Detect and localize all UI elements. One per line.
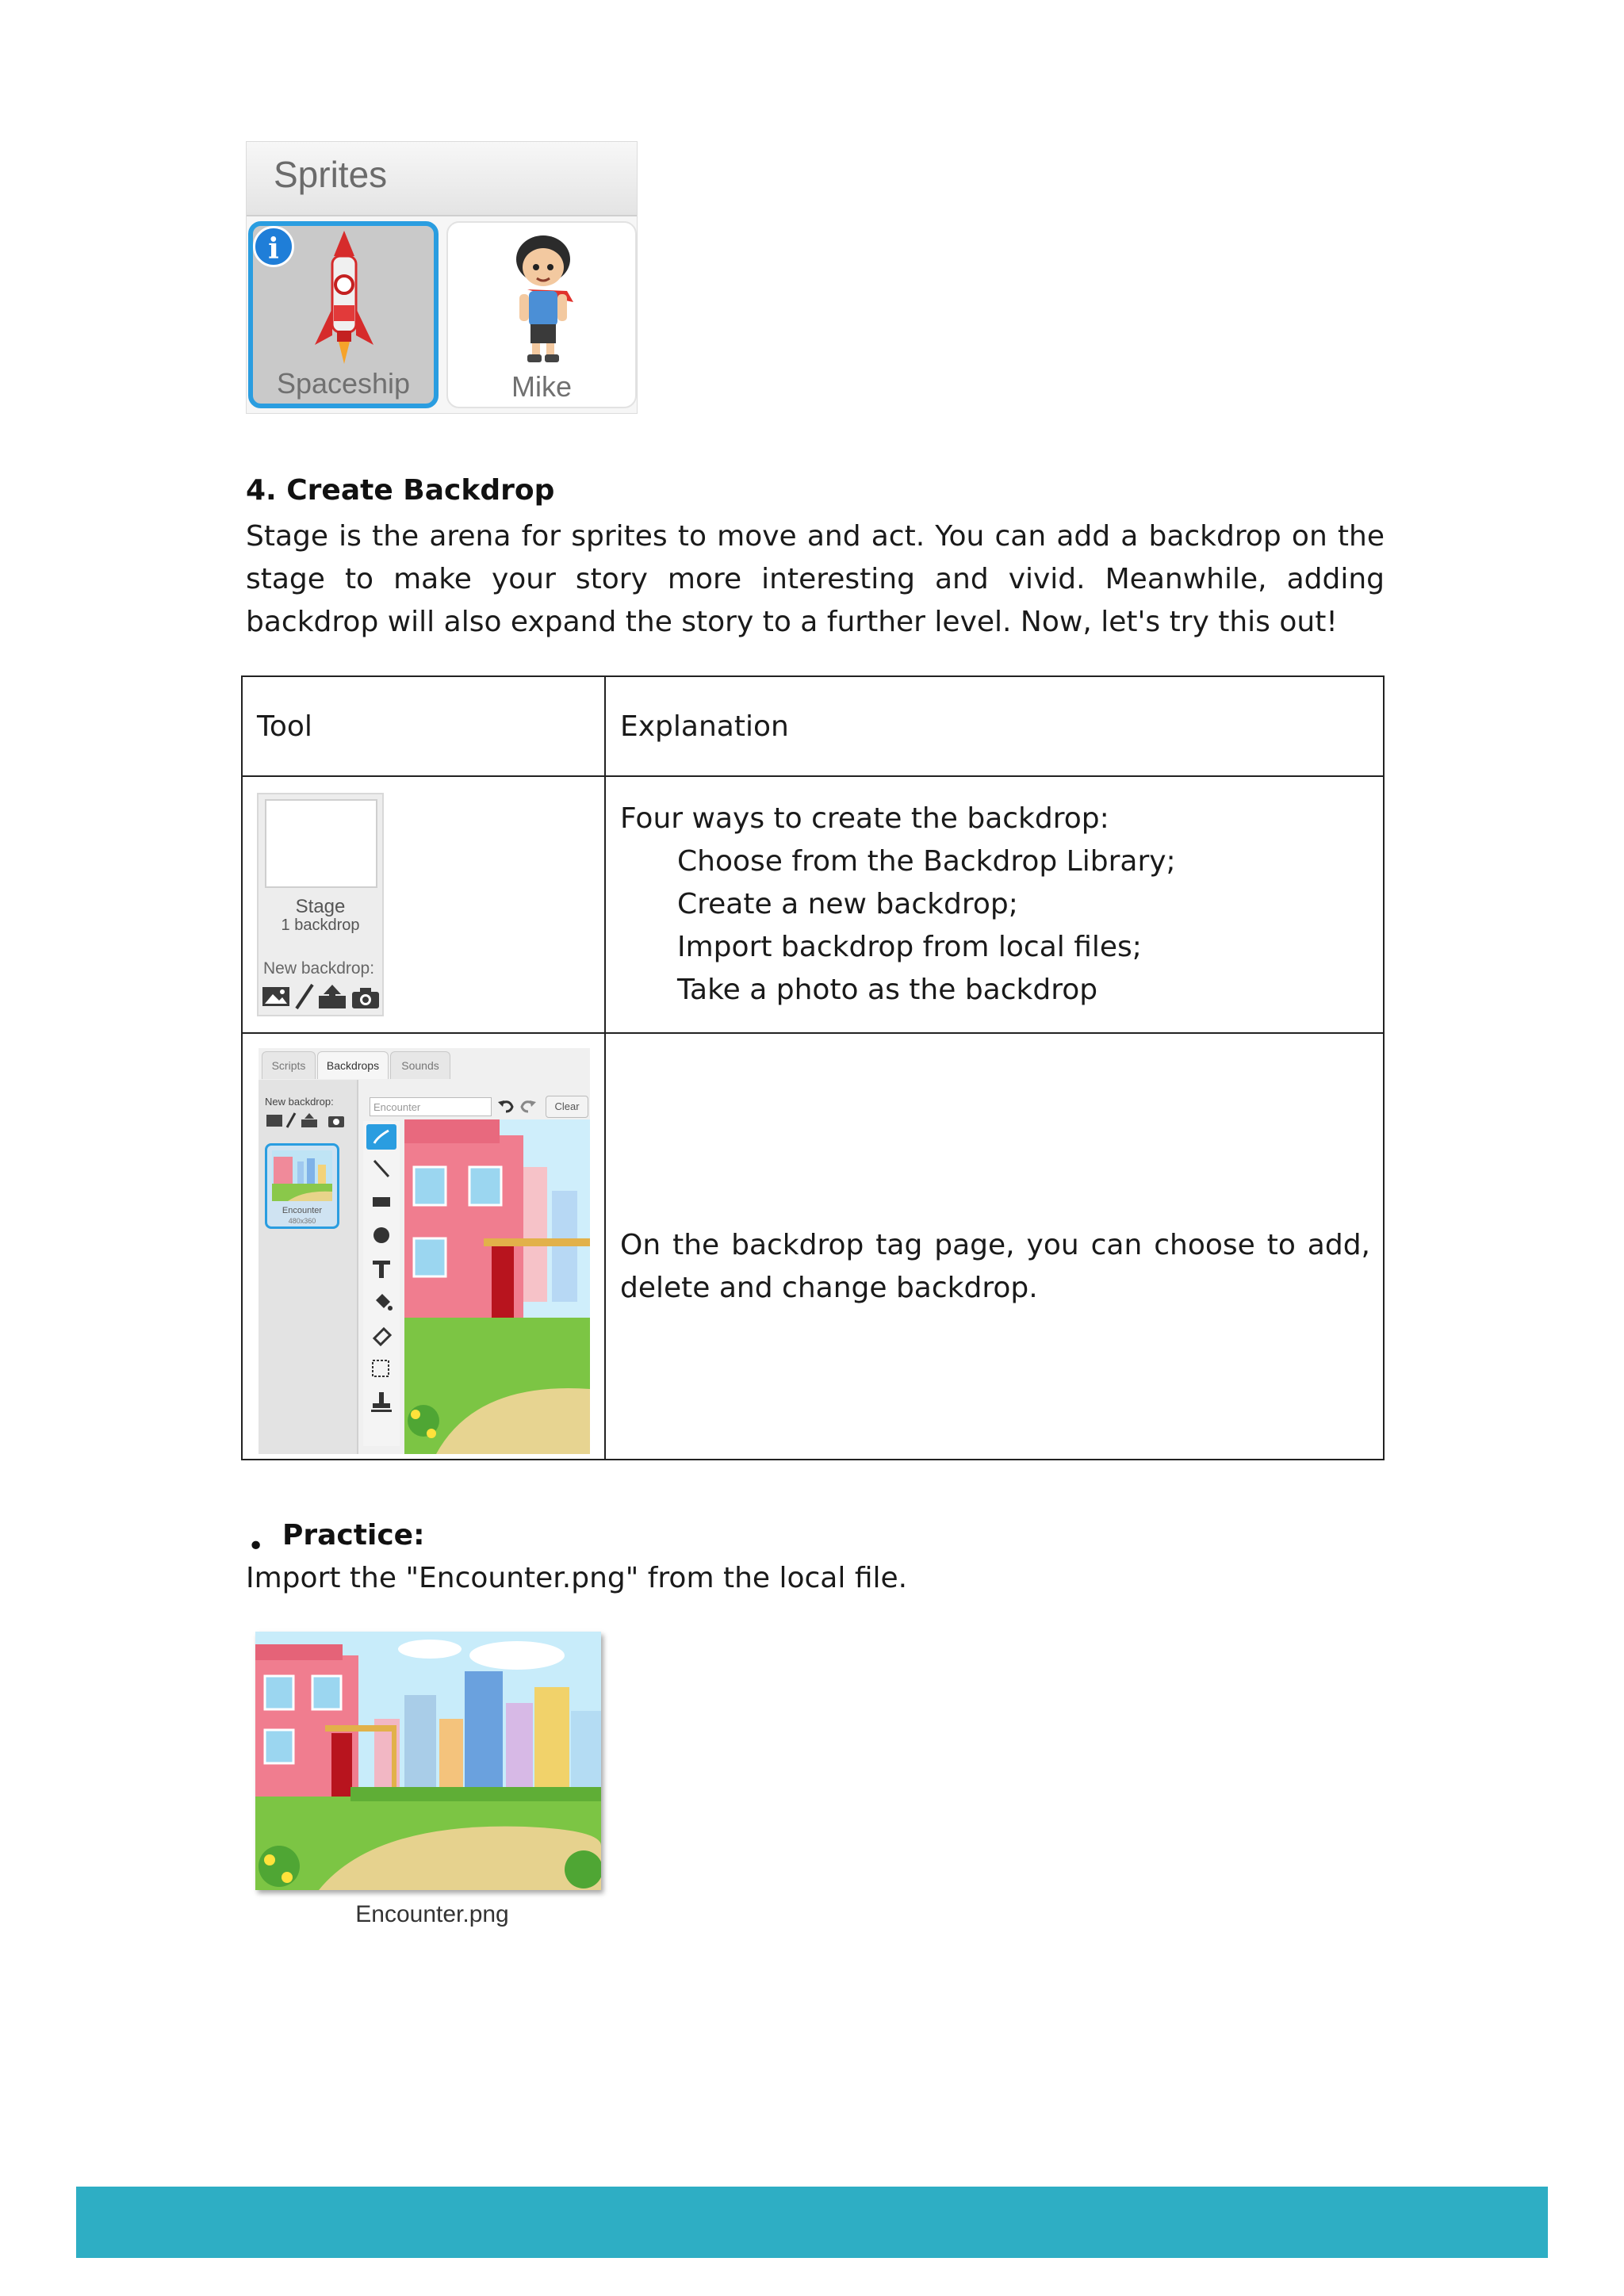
spaceship-sprite-icon	[308, 229, 380, 369]
select-tool-icon[interactable]	[366, 1356, 396, 1381]
sprites-header	[247, 142, 637, 216]
text-tool-icon[interactable]	[366, 1256, 396, 1281]
line-tool-icon[interactable]	[366, 1156, 396, 1181]
table-row-divider	[243, 775, 1383, 777]
stage-preview[interactable]	[265, 799, 377, 888]
table-header-tool: Tool	[257, 710, 312, 743]
practice-instruction: Import the "Encounter.png" from the local file.	[246, 1562, 908, 1594]
backdrop-canvas-image[interactable]	[404, 1119, 590, 1454]
sprite-name-mike: Mike	[511, 370, 572, 403]
way-item: Create a new backdrop;	[677, 888, 1018, 920]
tab-backdrops[interactable]: Backdrops	[317, 1051, 389, 1079]
stage-backdrop-count: 1 backdrop	[281, 916, 360, 934]
backdrop-tab-explanation: On the backdrop tag page, you can choose to add, delete and change backdrop.	[620, 1229, 1370, 1304]
footer-bar	[76, 2187, 1548, 2258]
backdrop-editor-screenshot	[259, 1048, 590, 1454]
fill-tool-icon[interactable]	[366, 1289, 396, 1314]
backdrop-list-pane	[259, 1080, 358, 1454]
backdrop-thumbnail-encounter[interactable]	[265, 1143, 339, 1229]
sprites-title: Sprites	[274, 154, 388, 195]
upload-icon[interactable]	[317, 983, 347, 1010]
sprites-panel	[246, 141, 638, 414]
rectangle-tool-icon[interactable]	[366, 1189, 396, 1215]
section-heading: 4. Create Backdrop	[246, 474, 555, 507]
encounter-caption: Encounter.png	[355, 1901, 509, 1927]
sprite-name-spaceship: Spaceship	[276, 367, 411, 400]
practice-bullet: •	[247, 1530, 265, 1563]
way-item: Choose from the Backdrop Library;	[677, 845, 1176, 878]
encounter-image	[255, 1632, 601, 1890]
ways-intro: Four ways to create the backdrop:	[620, 802, 1109, 835]
image-icon[interactable]	[262, 985, 290, 1008]
info-icon[interactable]: i	[253, 226, 294, 267]
tab-sounds[interactable]: Sounds	[390, 1051, 450, 1079]
table-row-divider	[243, 1032, 1383, 1034]
backdrop-name-input[interactable]: Encounter	[370, 1097, 492, 1116]
way-item: Take a photo as the backdrop	[677, 974, 1098, 1006]
paintbrush-icon[interactable]	[293, 983, 316, 1010]
intro-paragraph: Stage is the arena for sprites to move and act. You can add a backdrop on the stage to make your story more interesting and vivid. Meanwhile, adding backdrop will also expand the story to a further level. Now, let's try this out!	[246, 520, 1385, 638]
camera-icon[interactable]	[350, 986, 381, 1010]
table-header-explanation: Explanation	[620, 710, 789, 743]
new-backdrop-icons	[262, 983, 381, 1012]
ellipse-tool-icon[interactable]	[366, 1223, 396, 1248]
brush-tool-icon[interactable]	[366, 1124, 396, 1150]
encounter-illustration	[255, 1632, 601, 1890]
practice-label: Practice:	[282, 1519, 425, 1552]
new-backdrop-label: New backdrop:	[263, 959, 375, 978]
mike-sprite-icon	[500, 226, 586, 367]
undo-icon[interactable]	[496, 1097, 515, 1115]
clear-button[interactable]: Clear	[546, 1096, 588, 1118]
tool-table	[241, 675, 1385, 1460]
encounter-thumb-icon	[272, 1150, 332, 1201]
eraser-tool-icon[interactable]	[366, 1322, 396, 1348]
new-backdrop-label: New backdrop:	[265, 1096, 334, 1108]
tab-scripts[interactable]: Scripts	[262, 1051, 316, 1079]
redo-icon[interactable]	[519, 1097, 538, 1115]
stage-thumbnail	[257, 793, 384, 1016]
new-backdrop-icons	[265, 1112, 349, 1129]
sprite-tile-spaceship[interactable]	[248, 221, 439, 408]
paint-tools	[363, 1121, 400, 1446]
backdrop-thumbnail-name: Encounter	[282, 1206, 323, 1215]
stamp-tool-icon[interactable]	[366, 1389, 396, 1414]
sprite-tile-mike[interactable]	[446, 221, 637, 408]
backdrop-thumbnail-size: 480x360	[288, 1217, 316, 1225]
stage-label: Stage	[295, 896, 346, 917]
way-item: Import backdrop from local files;	[677, 931, 1142, 963]
table-column-divider	[604, 677, 606, 1459]
